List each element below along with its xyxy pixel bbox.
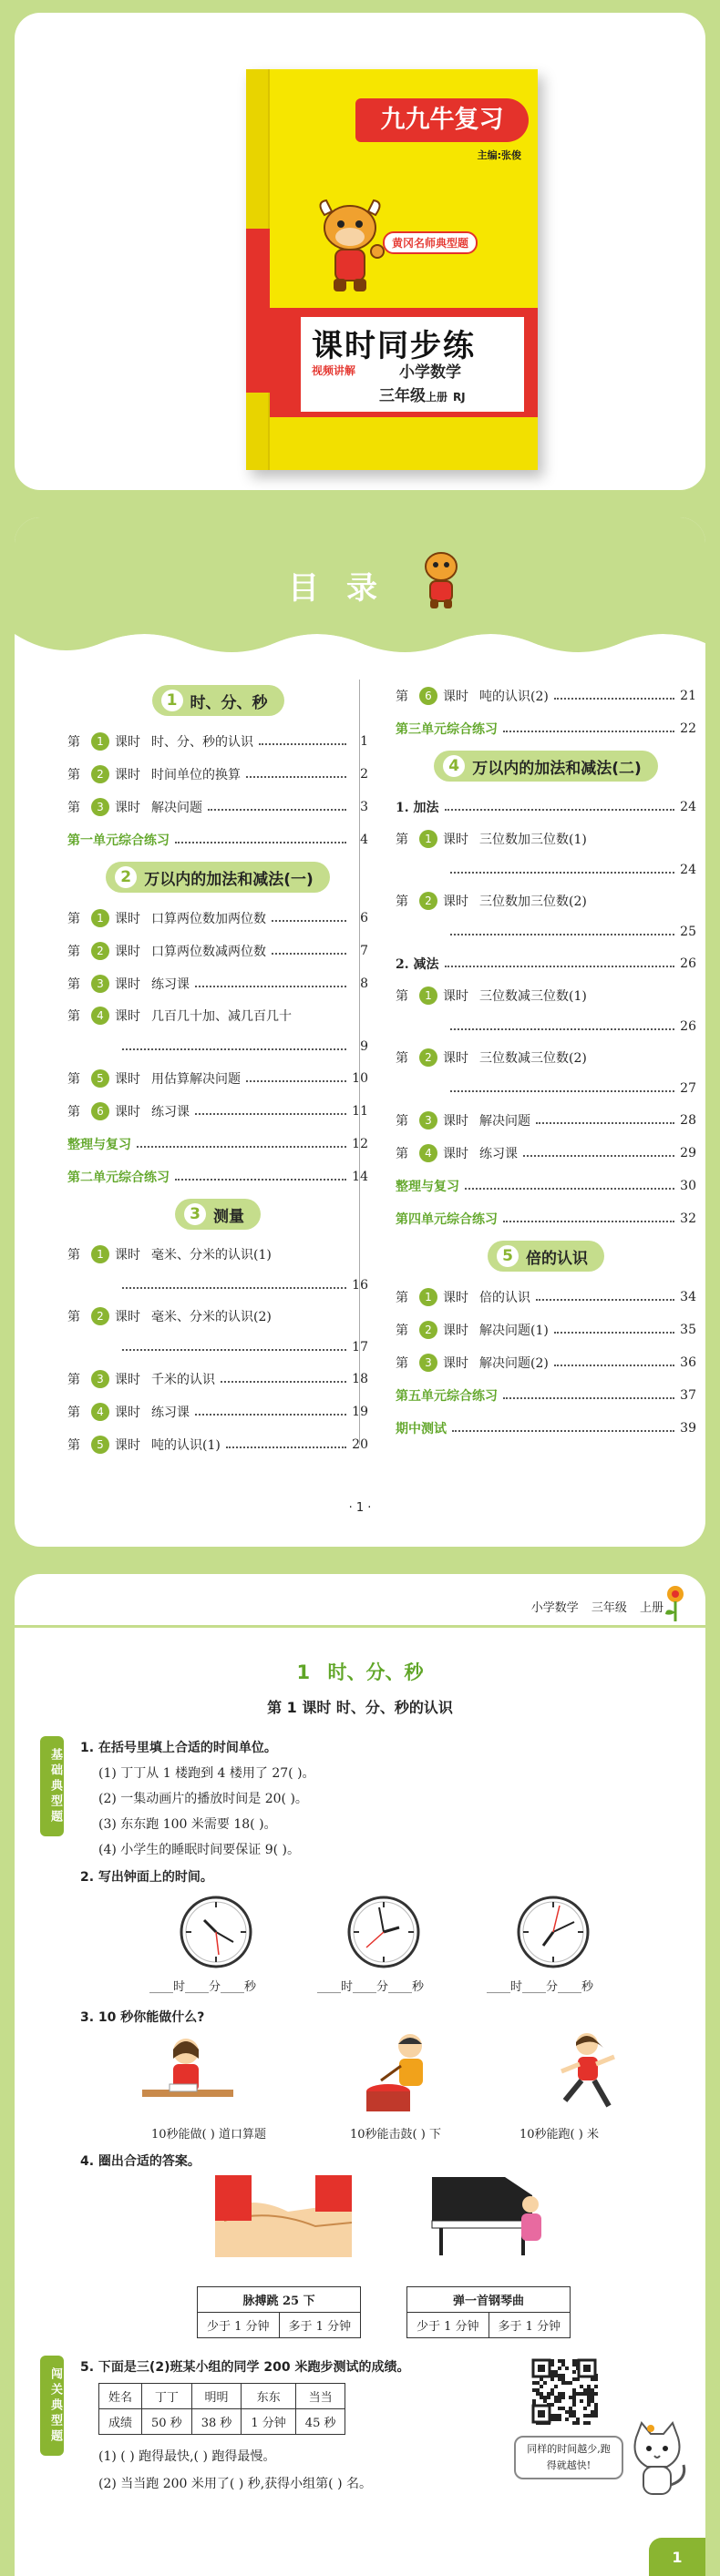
lesson-title: 吨的认识(1) — [151, 1438, 221, 1453]
lesson-title: 千米的认识 — [151, 1373, 215, 1387]
toc-entry[interactable] — [396, 1346, 696, 1379]
page-ref: 34 — [680, 1290, 696, 1304]
section-title: 整理与复习 — [67, 1138, 131, 1152]
toc-entry[interactable] — [396, 1042, 696, 1104]
lesson-suffix: 课时 — [443, 1356, 468, 1371]
page-ref: 14 — [352, 1170, 368, 1184]
toc-entry[interactable] — [396, 1137, 696, 1170]
lesson-suffix: 课时 — [443, 833, 468, 847]
lesson-number: 3 — [91, 975, 109, 993]
toc-entry[interactable] — [396, 680, 696, 712]
piano-title: 弹一首钢琴曲 — [407, 2287, 571, 2313]
lesson-prefix: 第 — [67, 801, 80, 815]
unit-pill — [106, 862, 330, 893]
lesson-number: 2 — [91, 942, 109, 960]
lesson-suffix: 课时 — [115, 1438, 140, 1453]
page-ref: 37 — [680, 1388, 696, 1403]
lesson-prefix: 第 — [396, 894, 408, 909]
section-title: 整理与复习 — [396, 1180, 459, 1194]
lesson-title: 解决问题 — [479, 1114, 530, 1129]
lesson-prefix: 第 — [67, 977, 80, 992]
toc-divider — [359, 680, 360, 1445]
clock-answer: ____时____分____秒 — [317, 1980, 425, 1994]
lesson-title: 时间单位的换算 — [151, 768, 241, 782]
lesson-prefix: 第 — [67, 912, 80, 926]
page-ref: 19 — [352, 1405, 368, 1419]
lesson-number: 2 — [91, 765, 109, 783]
toc-entry[interactable] — [67, 967, 368, 1000]
unit-heading — [67, 862, 368, 893]
lesson-number: 1 — [419, 986, 437, 1005]
lesson-number: 1 — [91, 1245, 109, 1263]
running-results-table — [98, 2383, 345, 2435]
book-tag: 黄冈名师典型题 — [383, 231, 478, 254]
lesson-title: 练习课 — [151, 977, 190, 992]
piano-girl-illustration — [423, 2168, 550, 2259]
lesson-number: 4 — [91, 1403, 109, 1421]
toc-entry[interactable] — [396, 1314, 696, 1346]
table-header-cell: 明明 — [191, 2384, 242, 2409]
page-ref: 24 — [680, 800, 696, 814]
lesson-prefix: 第 — [396, 690, 408, 704]
unit-pill — [152, 685, 284, 716]
page-ref: 28 — [680, 1113, 696, 1128]
toc-entry[interactable] — [67, 1062, 368, 1095]
unit-number: 1 — [161, 690, 183, 711]
question-1-item: (2) 一集动画片的播放时间是 20( )。 — [98, 1792, 308, 1806]
section-title: 第二单元综合练习 — [67, 1170, 170, 1185]
lesson-prefix: 第 — [396, 1147, 408, 1161]
toc-entry[interactable] — [396, 1412, 696, 1445]
exercise-page — [15, 1574, 705, 2576]
lesson-number: 6 — [91, 1102, 109, 1120]
page-ref: 11 — [352, 1104, 368, 1119]
page-ref: 9 — [360, 1039, 368, 1054]
lesson-number: 6 — [419, 687, 437, 705]
lesson-prefix: 第 — [67, 1009, 80, 1024]
unit-pill — [488, 1241, 604, 1272]
clock-icon — [346, 1895, 421, 1969]
lesson-prefix: 第 — [67, 1248, 80, 1262]
lesson-prefix: 第 — [67, 1406, 80, 1420]
page-ref: 22 — [680, 721, 696, 736]
lesson-suffix: 课时 — [115, 912, 140, 926]
lesson-title: 解决问题(1) — [479, 1324, 549, 1338]
toc-entry[interactable] — [67, 1239, 368, 1301]
lesson-prefix: 第 — [396, 1051, 408, 1066]
lesson-title: 吨的认识(2) — [479, 690, 549, 704]
book-editor: 主编:张俊 — [477, 149, 521, 161]
table-cell: 45 秒 — [295, 2409, 345, 2435]
pulse-options-table — [197, 2286, 361, 2338]
lesson-prefix: 第 — [67, 1438, 80, 1453]
book-brand: 九九牛复习 — [355, 98, 529, 142]
drum-answer: 10秒能击鼓( ) 下 — [350, 2128, 441, 2142]
lesson-title: 第 1 课时 时、分、秒的认识 — [267, 1699, 453, 1716]
page-ref: 18 — [352, 1372, 368, 1386]
page-number-badge: 1 — [649, 2538, 705, 2576]
lesson-title: 毫米、分米的认识(1) — [151, 1248, 272, 1262]
toc-entry[interactable] — [396, 1170, 696, 1202]
lesson-suffix: 课时 — [443, 894, 468, 909]
lesson-prefix: 第 — [67, 1310, 80, 1324]
lesson-title: 用估算解决问题 — [151, 1072, 241, 1087]
toc-left-column — [67, 680, 368, 1461]
unit-title: 倍的认识 — [526, 1249, 588, 1268]
page-ref: 24 — [680, 863, 696, 877]
lesson-suffix: 课时 — [115, 977, 140, 992]
page-ref: 30 — [680, 1179, 696, 1193]
lesson-prefix: 第 — [67, 945, 80, 959]
toc-entry[interactable] — [67, 902, 368, 935]
lesson-suffix: 课时 — [115, 735, 140, 750]
page-ref: 16 — [352, 1278, 368, 1293]
lesson-number: 1 — [91, 909, 109, 927]
toc-entry[interactable] — [396, 1202, 696, 1235]
lesson-number: 5 — [91, 1069, 109, 1088]
unit-number: 5 — [497, 1245, 519, 1267]
lesson-suffix: 课时 — [115, 768, 140, 782]
book-spine — [246, 69, 270, 470]
toc-entry[interactable] — [396, 885, 696, 947]
toc-entry[interactable] — [396, 1281, 696, 1314]
lesson-title: 解决问题 — [151, 801, 202, 815]
question-1-item: (4) 小学生的睡眠时间要保证 9( )。 — [98, 1843, 301, 1857]
book-video-label: 视频讲解 — [312, 364, 356, 377]
pulse-title: 脉搏跳 25 下 — [198, 2287, 361, 2313]
page-ref: 25 — [680, 925, 696, 939]
lesson-suffix: 课时 — [443, 1114, 468, 1129]
toc-entry[interactable] — [396, 823, 696, 885]
page-ref: 6 — [360, 911, 368, 925]
unit-heading — [396, 1241, 696, 1272]
pulse-check-illustration — [215, 2175, 352, 2257]
page-ref: 2 — [360, 767, 368, 782]
lesson-suffix: 课时 — [443, 1324, 468, 1338]
table-cell: 1 分钟 — [242, 2409, 295, 2435]
question-5-part-1: (1) ( ) 跑得最快,( ) 跑得最慢。 — [98, 2449, 276, 2464]
clock-answer: ____时____分____秒 — [149, 1980, 257, 1994]
toc-entry[interactable] — [67, 1395, 368, 1428]
toc-entry[interactable] — [67, 1428, 368, 1461]
lesson-suffix: 课时 — [115, 801, 140, 815]
lesson-title: 毫米、分米的认识(2) — [151, 1310, 272, 1324]
page-ref: 4 — [360, 833, 368, 847]
page-ref: 7 — [360, 944, 368, 958]
lesson-number: 3 — [419, 1354, 437, 1372]
lesson-number: 2 — [419, 1048, 437, 1067]
page-header: 小学数学 三年级 上册 — [530, 1601, 663, 1615]
lesson-prefix: 第 — [67, 1072, 80, 1087]
lesson-number: 2 — [91, 1307, 109, 1325]
unit-number: 4 — [443, 755, 465, 777]
lesson-prefix: 第 — [396, 989, 408, 1004]
toc-entry[interactable] — [396, 980, 696, 1042]
challenge-questions-tab: 闯关典型题 — [40, 2356, 64, 2456]
answer-option[interactable]: 少于 1 分钟 — [407, 2313, 489, 2338]
lesson-number: 3 — [419, 1111, 437, 1130]
question-5: 5. 下面是三(2)班某小组的同学 200 米跑步测试的成绩。 — [80, 2360, 410, 2375]
lesson-prefix: 第 — [67, 1373, 80, 1387]
page-ref: 1 — [360, 734, 368, 749]
toc-entry[interactable] — [67, 1160, 368, 1193]
lesson-title: 三位数减三位数(1) — [479, 989, 587, 1004]
page-ref: 3 — [360, 800, 368, 814]
page-ref: 26 — [680, 1019, 696, 1034]
lesson-number: 3 — [91, 798, 109, 816]
page-ref: 35 — [680, 1323, 696, 1337]
lesson-suffix: 课时 — [115, 1373, 140, 1387]
toc-entry[interactable] — [67, 823, 368, 856]
toc-entry[interactable] — [67, 1095, 368, 1128]
question-4: 4. 圈出合适的答案。 — [80, 2154, 201, 2169]
table-header-cell: 东东 — [242, 2384, 295, 2409]
clock-icon — [516, 1895, 591, 1969]
table-cell: 成绩 — [99, 2409, 142, 2435]
toc-page-number: · 1 · — [348, 1501, 372, 1515]
lesson-number: 4 — [419, 1144, 437, 1162]
section-title: 第三单元综合练习 — [396, 722, 498, 737]
answer-option[interactable]: 少于 1 分钟 — [198, 2313, 280, 2338]
unit-heading — [67, 1199, 368, 1230]
toc-entry[interactable] — [67, 758, 368, 791]
lesson-number: 2 — [419, 1321, 437, 1339]
qr-code-icon[interactable] — [530, 2357, 598, 2425]
lesson-suffix: 课时 — [115, 1248, 140, 1262]
table-of-contents — [15, 517, 705, 1547]
page-ref: 8 — [360, 976, 368, 991]
answer-option[interactable]: 多于 1 分钟 — [279, 2313, 361, 2338]
table-header-cell: 当当 — [295, 2384, 345, 2409]
lesson-number: 1 — [91, 732, 109, 751]
question-1: 1. 在括号里填上合适的时间单位。 — [80, 1741, 277, 1755]
toc-entry[interactable] — [396, 712, 696, 745]
cow-mascot-icon — [308, 195, 392, 295]
flower-icon — [662, 1583, 689, 1623]
piano-options-table — [406, 2286, 571, 2338]
drill-answer: 10秒能做( ) 道口算题 — [151, 2128, 266, 2142]
lesson-title: 练习课 — [151, 1406, 190, 1420]
lesson-prefix: 第 — [396, 1356, 408, 1371]
table-header-cell: 姓名 — [99, 2384, 142, 2409]
question-5-part-2: (2) 当当跑 200 米用了( ) 秒,获得小组第( ) 名。 — [98, 2477, 373, 2491]
section-title: 第五单元综合练习 — [396, 1389, 498, 1404]
lesson-suffix: 课时 — [443, 989, 468, 1004]
toc-entry[interactable] — [67, 1000, 368, 1062]
lesson-title: 解决问题(2) — [479, 1356, 549, 1371]
book-cover-card — [15, 13, 705, 490]
toc-entry[interactable] — [396, 1104, 696, 1137]
lesson-number: 2 — [419, 892, 437, 910]
cat-mascot-icon — [623, 2421, 691, 2503]
lesson-suffix: 课时 — [115, 1310, 140, 1324]
answer-option[interactable]: 多于 1 分钟 — [489, 2313, 571, 2338]
clock-icon — [179, 1895, 253, 1969]
lesson-title: 几百几十加、减几百几十 — [151, 1009, 292, 1024]
page-ref: 10 — [352, 1071, 368, 1086]
unit-pill — [434, 751, 658, 782]
lesson-number: 3 — [91, 1370, 109, 1388]
lesson-title: 三位数加三位数(2) — [479, 894, 587, 909]
unit-heading — [67, 685, 368, 716]
lesson-title: 练习课 — [151, 1105, 190, 1119]
lesson-suffix: 课时 — [115, 1406, 140, 1420]
girl-running-illustration — [534, 2029, 634, 2117]
unit-title: 测量 — [213, 1207, 244, 1226]
book-cover — [246, 69, 538, 470]
run-answer: 10秒能跑( ) 米 — [519, 2128, 599, 2142]
section-title: 2. 减法 — [396, 957, 439, 972]
lesson-title: 三位数减三位数(2) — [479, 1051, 587, 1066]
basic-questions-tab: 基础典型题 — [40, 1736, 64, 1836]
page-ref: 32 — [680, 1211, 696, 1226]
section-title: 期中测试 — [396, 1422, 447, 1436]
toc-entry[interactable] — [67, 1363, 368, 1395]
unit-number: 2 — [115, 866, 137, 888]
unit-title: 万以内的加法和减法(一) — [144, 870, 314, 889]
page-ref: 26 — [680, 956, 696, 971]
hint-speech-bubble: 同样的时间越少,跑得就越快! — [514, 2436, 623, 2479]
toc-entry[interactable] — [67, 935, 368, 967]
toc-title: 目录 — [288, 570, 405, 607]
toc-entry[interactable] — [67, 1301, 368, 1363]
page-ref: 36 — [680, 1355, 696, 1370]
unit-pill — [175, 1199, 261, 1230]
lesson-number: 4 — [91, 1007, 109, 1025]
lesson-suffix: 课时 — [443, 1147, 468, 1161]
page-ref: 21 — [680, 689, 696, 703]
page-ref: 17 — [352, 1340, 368, 1354]
toc-right-column — [396, 680, 696, 1445]
section-title: 1. 加法 — [396, 801, 439, 815]
table-cell: 38 秒 — [191, 2409, 242, 2435]
page-ref: 29 — [680, 1146, 696, 1160]
page-ref: 12 — [352, 1137, 368, 1151]
lesson-suffix: 课时 — [443, 690, 468, 704]
lesson-prefix: 第 — [396, 1291, 408, 1305]
lesson-title: 口算两位数加两位数 — [151, 912, 266, 926]
page-ref: 39 — [680, 1421, 696, 1436]
unit-title: 1 时、分、秒 — [296, 1661, 424, 1683]
unit-heading — [396, 751, 696, 782]
toc-entry[interactable] — [396, 1379, 696, 1412]
lesson-prefix: 第 — [67, 735, 80, 750]
table-header-cell: 丁丁 — [142, 2384, 192, 2409]
question-2: 2. 写出钟面上的时间。 — [80, 1870, 213, 1885]
boy-drumming-illustration — [354, 2029, 454, 2117]
lesson-prefix: 第 — [396, 1324, 408, 1338]
section-title: 第一单元综合练习 — [67, 833, 170, 848]
toc-entry[interactable] — [396, 947, 696, 980]
lesson-suffix: 课时 — [115, 1009, 140, 1024]
unit-number: 3 — [184, 1203, 206, 1225]
page-ref: 20 — [352, 1437, 368, 1452]
question-3: 3. 10 秒你能做什么? — [80, 2010, 205, 2025]
lesson-title: 练习课 — [479, 1147, 518, 1161]
toc-entry[interactable] — [67, 1128, 368, 1160]
question-1-item: (3) 东东跑 100 米需要 18( )。 — [98, 1817, 277, 1832]
unit-title: 万以内的加法和减法(二) — [472, 759, 642, 778]
page-ref: 27 — [680, 1081, 696, 1096]
lesson-title: 三位数加三位数(1) — [479, 833, 587, 847]
question-1-item: (1) 丁丁从 1 楼跑到 4 楼用了 27( )。 — [98, 1766, 315, 1781]
clock-answer: ____时____分____秒 — [487, 1980, 594, 1994]
lesson-number: 5 — [91, 1436, 109, 1454]
lesson-number: 1 — [419, 1288, 437, 1306]
unit-title: 时、分、秒 — [190, 693, 268, 712]
lesson-prefix: 第 — [67, 768, 80, 782]
lesson-title: 倍的认识 — [479, 1291, 530, 1305]
book-grade: 三年级上册 RJ — [379, 387, 466, 405]
lesson-suffix: 课时 — [115, 1105, 140, 1119]
lesson-suffix: 课时 — [443, 1051, 468, 1066]
toc-entry[interactable] — [396, 791, 696, 823]
girl-studying-illustration — [133, 2031, 242, 2115]
lesson-prefix: 第 — [396, 833, 408, 847]
lesson-prefix: 第 — [396, 1114, 408, 1129]
book-title: 课时同步练 — [312, 328, 476, 364]
lesson-title: 时、分、秒的认识 — [151, 735, 253, 750]
lesson-suffix: 课时 — [115, 945, 140, 959]
lesson-title: 口算两位数减两位数 — [151, 945, 266, 959]
cow-mascot-icon — [416, 547, 467, 610]
toc-entry[interactable] — [67, 725, 368, 758]
table-cell: 50 秒 — [142, 2409, 192, 2435]
book-subject: 小学数学 — [399, 363, 461, 382]
section-title: 第四单元综合练习 — [396, 1212, 498, 1227]
lesson-prefix: 第 — [67, 1105, 80, 1119]
toc-entry[interactable] — [67, 791, 368, 823]
lesson-number: 1 — [419, 830, 437, 848]
lesson-suffix: 课时 — [115, 1072, 140, 1087]
lesson-suffix: 课时 — [443, 1291, 468, 1305]
